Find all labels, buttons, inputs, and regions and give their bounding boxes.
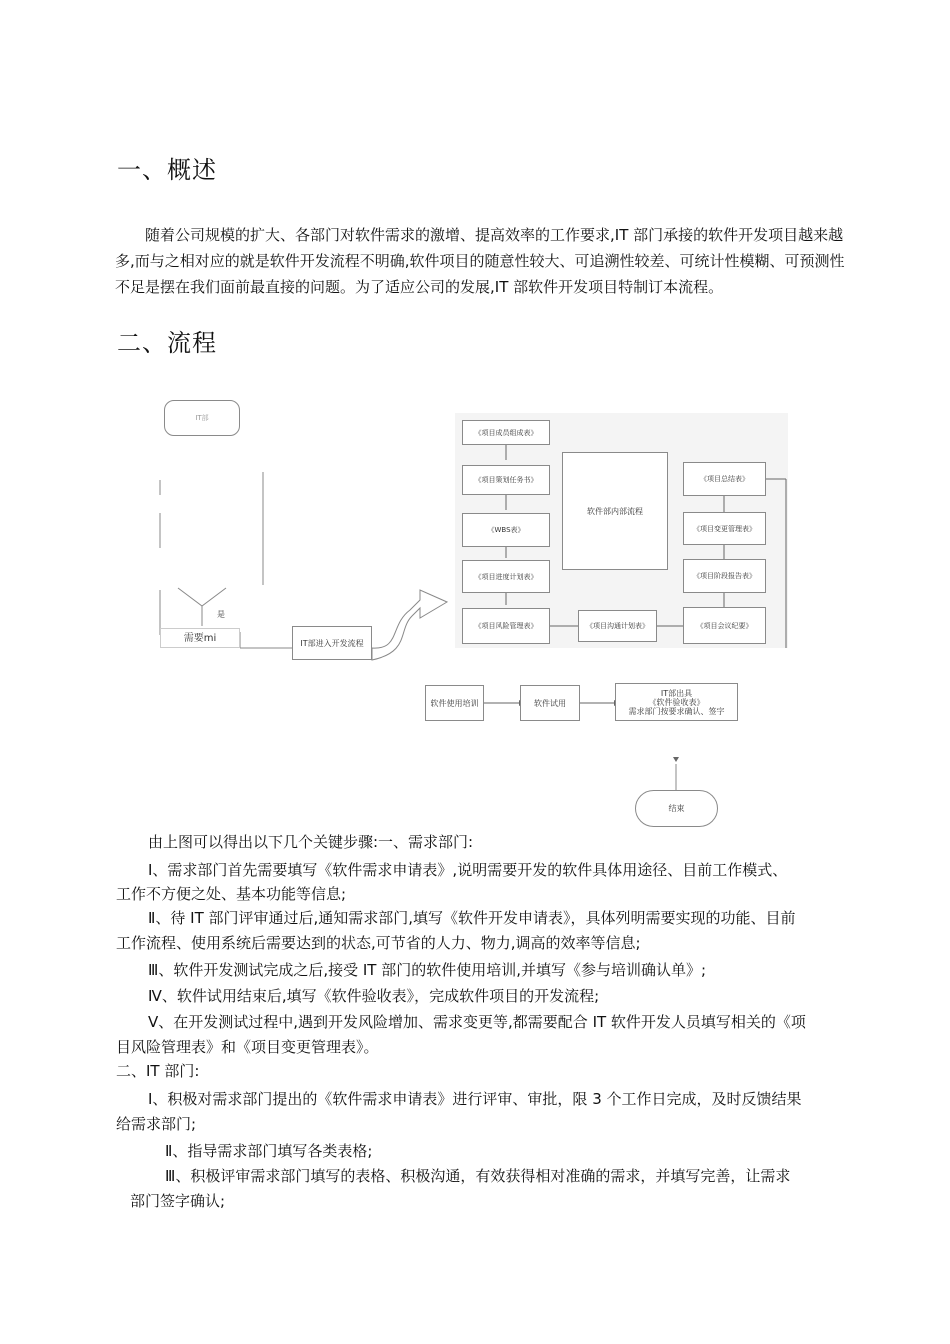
acceptance-node [615, 683, 738, 721]
flow-node: 《项目进度计划表》 [462, 560, 550, 593]
software-trial-node: 软件试用 [520, 685, 580, 721]
truncated-node: 需要mi [160, 628, 240, 648]
flow-node: 《项目成员组成表》 [462, 420, 550, 445]
it-step-1-cont: 给需求部门; [116, 1115, 197, 1133]
section-title-overview: 一、概述 [117, 156, 217, 184]
demand-step-2: Ⅱ、待 IT 部门评审通过后,通知需求部门,填写《软件开发申请表》，具体列明需要实现的功能、目前 [148, 909, 796, 927]
it-step-3: Ⅲ、积极评审需求部门填写的表格、积极沟通，有效获得相对准确的需求，并填写完善，让需求 [165, 1167, 791, 1185]
acceptance-line: 需求部门按要求确认、签字 [628, 706, 725, 716]
demand-step-3: Ⅲ、软件开发测试完成之后,接受 IT 部门的软件使用培训,并填写《参与培训确认单》; [148, 961, 707, 979]
demand-step-4: Ⅳ、软件试用结束后,填写《软件验收表》，完成软件项目的开发流程; [148, 987, 600, 1005]
flow-node: 《项目沟通计划表》 [578, 610, 657, 642]
it-enter-dev-node: IT部进入开发流程 [292, 626, 372, 660]
steps-intro: 由上图可以得出以下几个关键步骤:一、需求部门: [148, 833, 474, 851]
flow-node: 《项目变更管理表》 [683, 512, 766, 545]
it-step-1: Ⅰ、积极对需求部门提出的《软件需求申请表》进行评审、审批，限 3 个工作日完成，及时反馈结果 [148, 1090, 802, 1108]
flow-node: 《项目策划任务书》 [462, 465, 550, 495]
it-step-2: Ⅱ、指导需求部门填写各类表格; [165, 1142, 373, 1160]
flow-node: 《项目总结表》 [683, 462, 766, 496]
flow-node: 《项目会议纪要》 [683, 607, 766, 644]
decision-yes-label: 是 [217, 610, 225, 619]
section-title-process: 二、流程 [117, 329, 217, 357]
it-step-3-cont: 部门签字确认; [130, 1192, 226, 1210]
acceptance-line: 《软件验收表》 [648, 697, 705, 707]
overview-paragraph: 随着公司规模的扩大、各部门对软件需求的激增、提高效率的工作要求,IT 部门承接的软件开发项目越来越多,而与之相对应的就是软件开发流程不明确,软件项目的随意性较大、可追溯性较差、可统计性模糊、可预测性不足是摆在我们面前最直接的问题。为了适应公司的发展,IT 部软件开发项目特制订本流程。 [115, 226, 845, 296]
start-node: IT部 [164, 400, 240, 436]
flow-node: 《项目阶段报告表》 [683, 559, 766, 593]
decision-diamond [178, 588, 226, 606]
software-training-node: 软件使用培训 [425, 685, 484, 721]
flow-node: 《项目风险管理表》 [462, 608, 550, 644]
demand-step-1: Ⅰ、需求部门首先需要填写《软件需求申请表》,说明需要开发的软件具体用途径、目前工作模式、 [148, 861, 788, 879]
demand-step-1-cont: 工作不方便之处、基本功能等信息; [116, 885, 347, 903]
flow-node: 《WBS表》 [462, 513, 550, 547]
demand-step-5-cont: 目风险管理表》和《项目变更管理表》。 [116, 1038, 379, 1056]
it-section-heading: 二、IT 部门: [116, 1062, 200, 1080]
software-internal-process-node: 软件部内部流程 [562, 452, 668, 570]
demand-step-5: Ⅴ、在开发测试过程中,遇到开发风险增加、需求变更等,都需要配合 IT 软件开发人员填写相关的《项 [148, 1013, 806, 1031]
end-node: 结束 [635, 790, 718, 827]
demand-step-2-cont: 工作流程、使用系统后需要达到的状态,可节省的人力、物力,调高的效率等信息; [116, 934, 641, 952]
acceptance-line: IT部出具 [660, 688, 693, 698]
flow-direction-arrow [372, 590, 447, 660]
